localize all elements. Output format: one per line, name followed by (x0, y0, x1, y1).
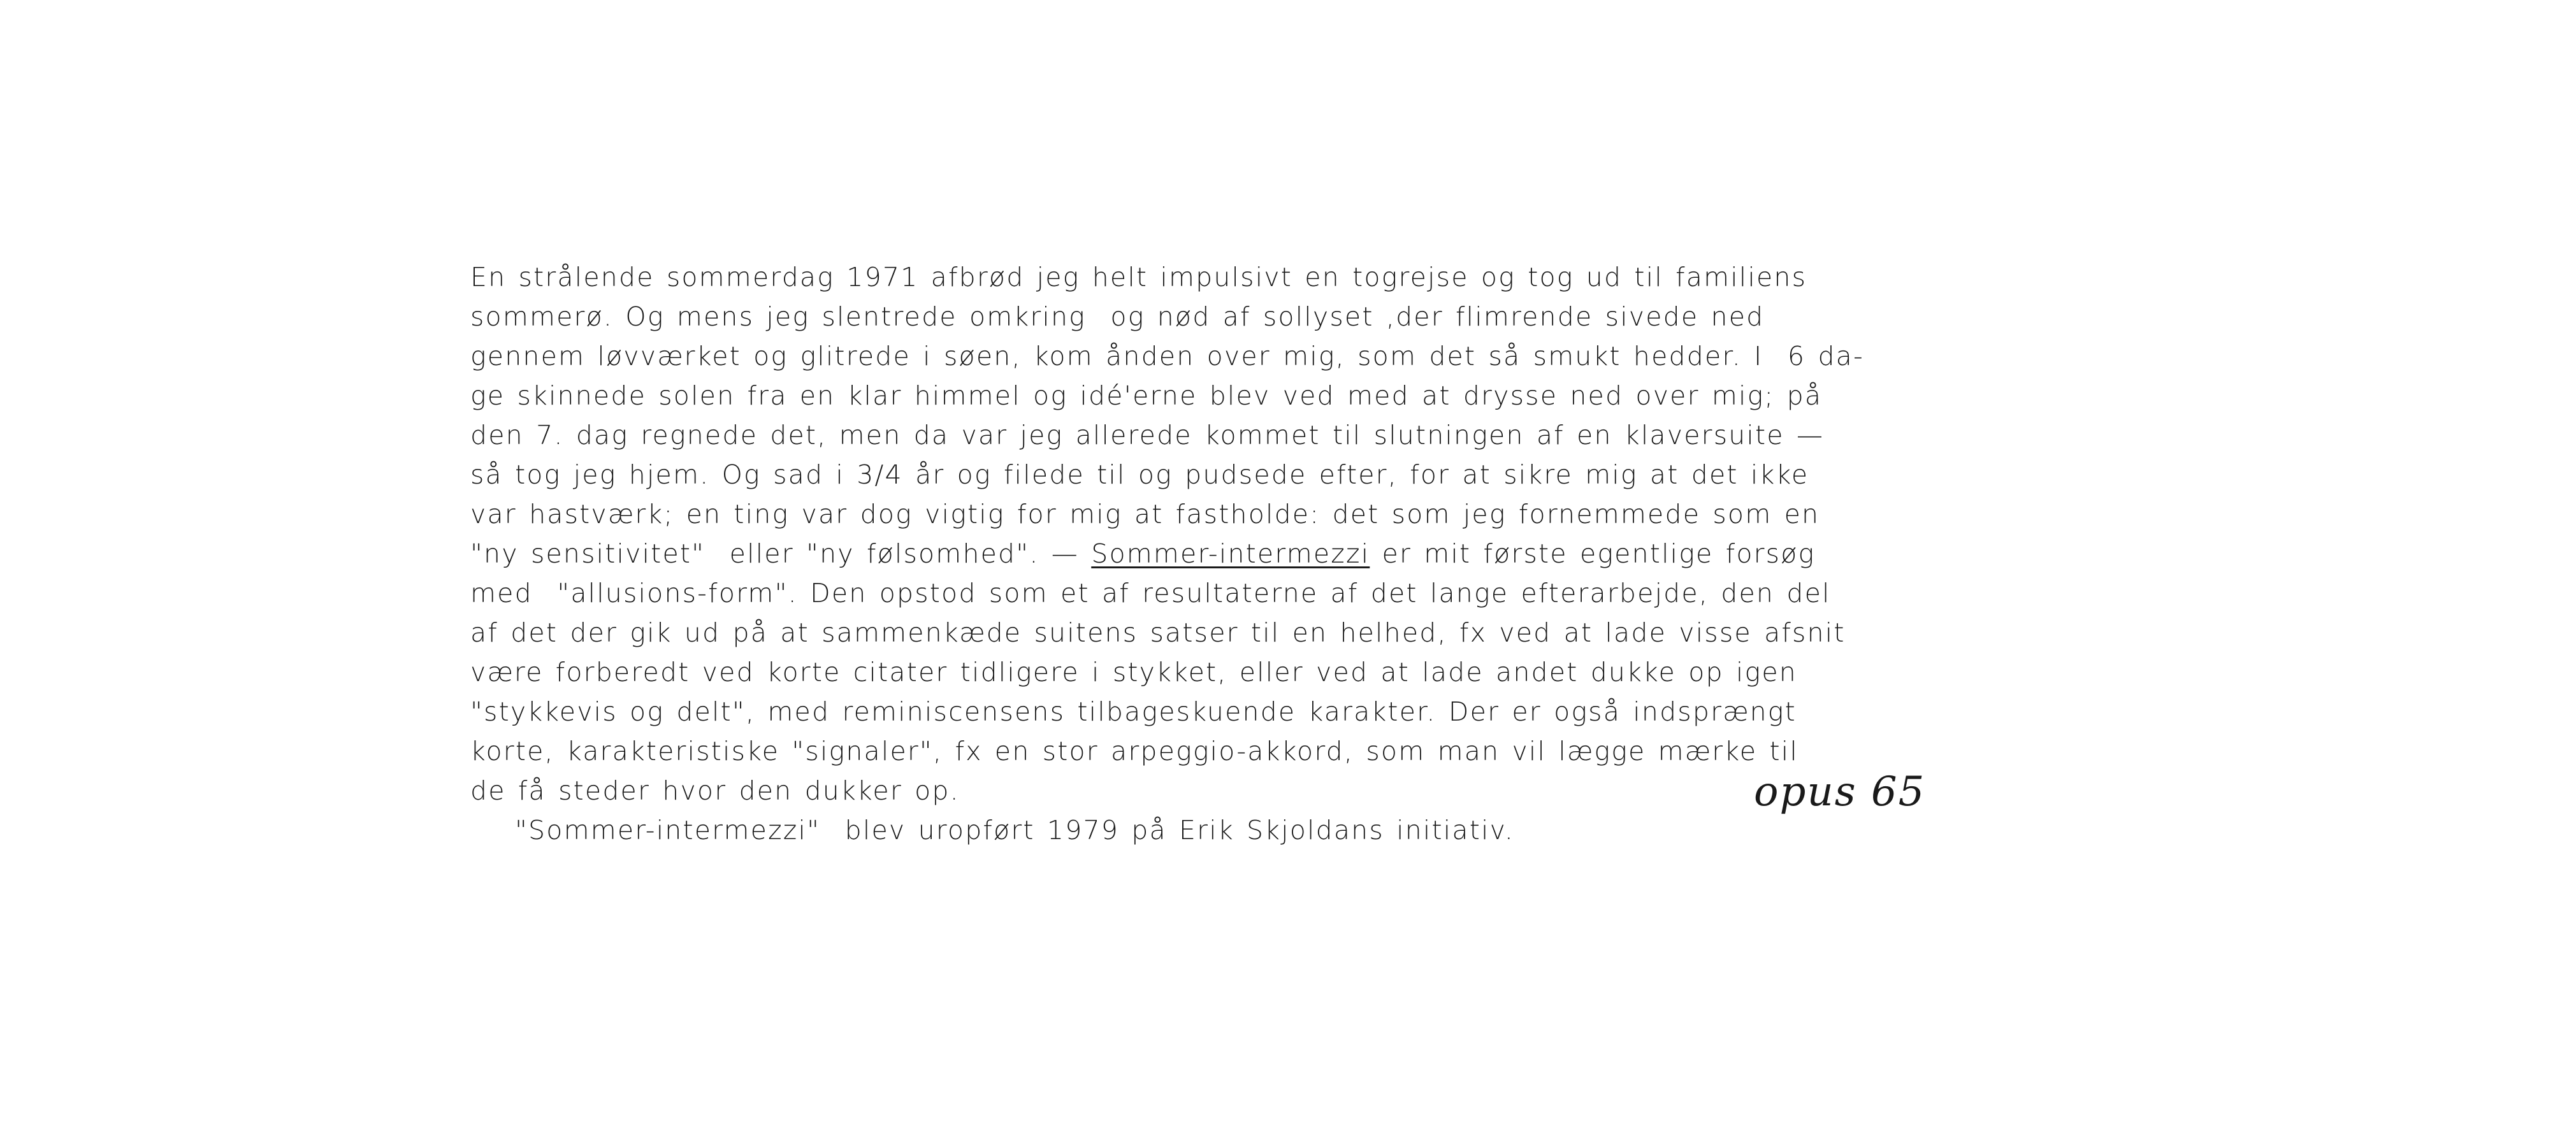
text-line-premiere: "Sommer-intermezzi" blev uropført 1979 på Erik Skjoldans initiativ. (515, 815, 1515, 845)
text-line: gennem løvværket og glitrede i søen, kom ånden over mig, som det så smukt hedder. I 6 da- (470, 341, 1864, 371)
text-line: ge skinnede solen fra en klar himmel og idé'erne blev ved med at drysse ned over mig; på (470, 380, 1823, 411)
text-line: var hastværk; en ting var dog vigtig for mig at fastholde: det som jeg fornemmede som en (470, 499, 1820, 529)
text-line: "stykkevis og delt", med reminiscensens tilbageskuende karakter. Der er også indsprængt (470, 696, 1797, 727)
text-line (470, 534, 2064, 573)
text-line: korte, karakteristiske "signaler", fx en stor arpeggio-akkord, som man vil lægge mærke til (470, 736, 1798, 766)
text-line: den 7. dag regnede det, men da var jeg allerede kommet til slutningen af en klaversuite — (470, 420, 1825, 450)
text-line: de få steder hvor den dukker op. (470, 775, 960, 806)
text-line: sommerø. Og mens jeg slentrede omkring og nød af sollyset ,der flimrende sivede ned (470, 301, 1765, 332)
body-text (470, 257, 2064, 850)
handwritten-opus-note: opus 65 (1754, 768, 1926, 816)
text-line: være forberedt ved korte citater tidligere i stykket, eller ved at lade andet dukke op igen (470, 657, 1797, 687)
text-line: med "allusions-form". Den opstod som et af resultaterne af det lange efterarbejde, den del (470, 578, 1831, 608)
text-line: så tog jeg hjem. Og sad i 3/4 år og filede til og pudsede efter, for at sikre mig at det ikke (470, 459, 1809, 490)
text-line: En strålende sommerdag 1971 afbrød jeg helt impulsivt en togrejse og tog ud til familiens (470, 262, 1807, 292)
piece-title: Sommer-intermezzi (1091, 538, 1370, 569)
text-line: af det der gik ud på at sammenkæde suitens satser til en helhed, fx ved at lade visse afsnit (470, 617, 1846, 648)
text-segment: er mit første egentlige forsøg (1370, 538, 1816, 569)
text-segment: "ny sensitivitet" eller "ny følsomhed". — (470, 538, 1092, 569)
